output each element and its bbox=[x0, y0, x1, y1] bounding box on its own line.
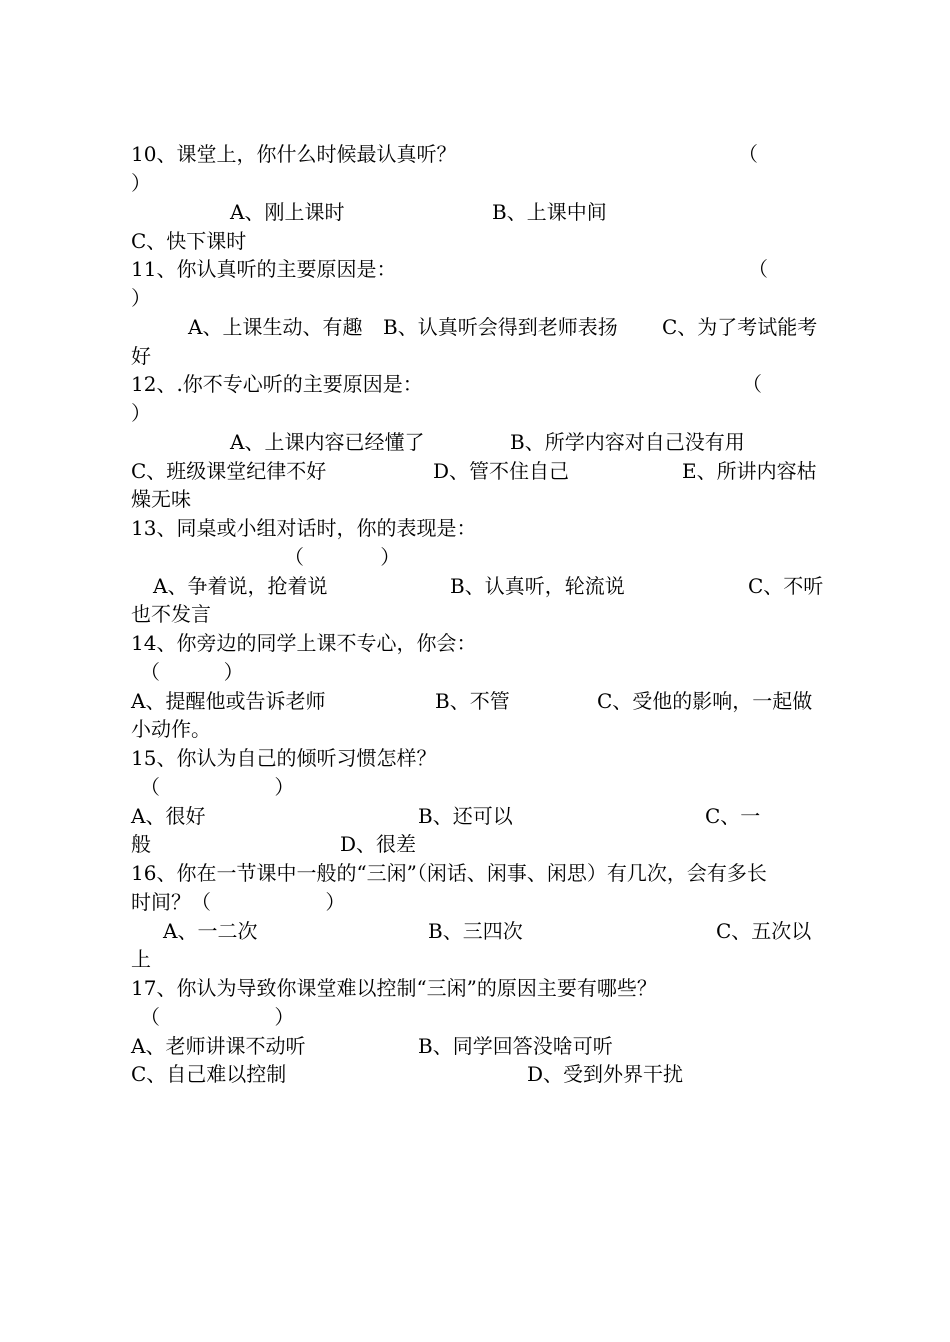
question-11-text: 11、你认真听的主要原因是： bbox=[131, 257, 397, 281]
question-15-option-a: A、很好 bbox=[131, 804, 206, 828]
question-15-text: 15、你认为自己的倾听习惯怎样？ bbox=[131, 746, 437, 770]
question-14-option-b: B、不管 bbox=[435, 689, 510, 713]
question-12-paren-close: ） bbox=[131, 401, 151, 425]
question-17-text: 17、你认为导致你课堂难以控制“三闲”的原因主要有哪些？ bbox=[131, 976, 657, 1000]
question-11-paren-close: ） bbox=[131, 286, 151, 310]
question-10-paren-close: ） bbox=[131, 171, 151, 195]
question-10-text: 10、课堂上，你什么时候最认真听？ bbox=[131, 142, 457, 166]
question-16-option-c-cont: 上 bbox=[131, 947, 151, 971]
question-11-option-a: A、上课生动、有趣 bbox=[188, 315, 363, 339]
question-13-option-c-cont: 也不发言 bbox=[131, 602, 211, 626]
question-12-option-e: E、所讲内容枯 bbox=[682, 459, 817, 483]
question-12-option-b: B、所学内容对自己没有用 bbox=[510, 430, 745, 454]
question-10-paren-open: （ bbox=[738, 142, 758, 166]
question-17-option-d: D、受到外界干扰 bbox=[527, 1062, 684, 1086]
question-10-option-a: A、刚上课时 bbox=[230, 200, 345, 224]
question-12-option-e-cont: 燥无味 bbox=[131, 487, 191, 511]
question-10-option-b: B、上课中间 bbox=[492, 200, 607, 224]
question-10-option-c: C、快下课时 bbox=[131, 229, 247, 253]
question-12-option-a: A、上课内容已经懂了 bbox=[230, 430, 425, 454]
question-17-option-b: B、同学回答没啥可听 bbox=[418, 1034, 613, 1058]
question-14-paren: （ ） bbox=[140, 660, 244, 684]
question-14-option-a: A、提醒他或告诉老师 bbox=[131, 689, 326, 713]
question-14-option-c: C、受他的影响，一起做 bbox=[597, 689, 813, 713]
question-16-option-b: B、三四次 bbox=[428, 919, 523, 943]
question-15-option-d: D、很差 bbox=[340, 832, 417, 856]
question-12-option-d: D、管不住自己 bbox=[433, 459, 570, 483]
question-15-option-c: C、一 bbox=[705, 804, 761, 828]
question-12-paren-open: （ bbox=[742, 372, 762, 396]
question-13-text: 13、同桌或小组对话时，你的表现是： bbox=[131, 516, 477, 540]
question-15-option-c-cont: 般 bbox=[131, 832, 151, 856]
question-11-option-c-cont: 好 bbox=[131, 344, 151, 368]
question-15-paren: （ ） bbox=[140, 775, 295, 799]
question-13-paren: （ ） bbox=[284, 545, 401, 569]
question-17-option-a: A、老师讲课不动听 bbox=[131, 1034, 306, 1058]
question-14-option-c-cont: 小动作。 bbox=[131, 717, 211, 741]
question-15-option-b: B、还可以 bbox=[418, 804, 513, 828]
question-11-paren-open: （ bbox=[748, 257, 768, 281]
question-16-text: 16、你在一节课中一般的“三闲”（闲话、闲事、闲思）有几次，会有多长 bbox=[131, 861, 767, 885]
question-13-option-a: A、争着说，抢着说 bbox=[153, 574, 328, 598]
question-17-paren: （ ） bbox=[140, 1005, 295, 1029]
question-16-option-a: A、一二次 bbox=[163, 919, 258, 943]
question-16-option-c: C、五次以 bbox=[716, 919, 812, 943]
question-11-option-c: C、为了考试能考 bbox=[662, 315, 818, 339]
question-14-text: 14、你旁边的同学上课不专心，你会： bbox=[131, 631, 477, 655]
question-17-option-c: C、自己难以控制 bbox=[131, 1062, 287, 1086]
question-16-text-cont: 时间？（ ） bbox=[131, 890, 346, 914]
question-12-option-c: C、班级课堂纪律不好 bbox=[131, 459, 327, 483]
question-13-option-b: B、认真听，轮流说 bbox=[450, 574, 625, 598]
question-13-option-c: C、不听 bbox=[748, 574, 824, 598]
question-12-text: 12、.你不专心听的主要原因是： bbox=[131, 372, 423, 396]
question-11-option-b: B、认真听会得到老师表扬 bbox=[383, 315, 618, 339]
